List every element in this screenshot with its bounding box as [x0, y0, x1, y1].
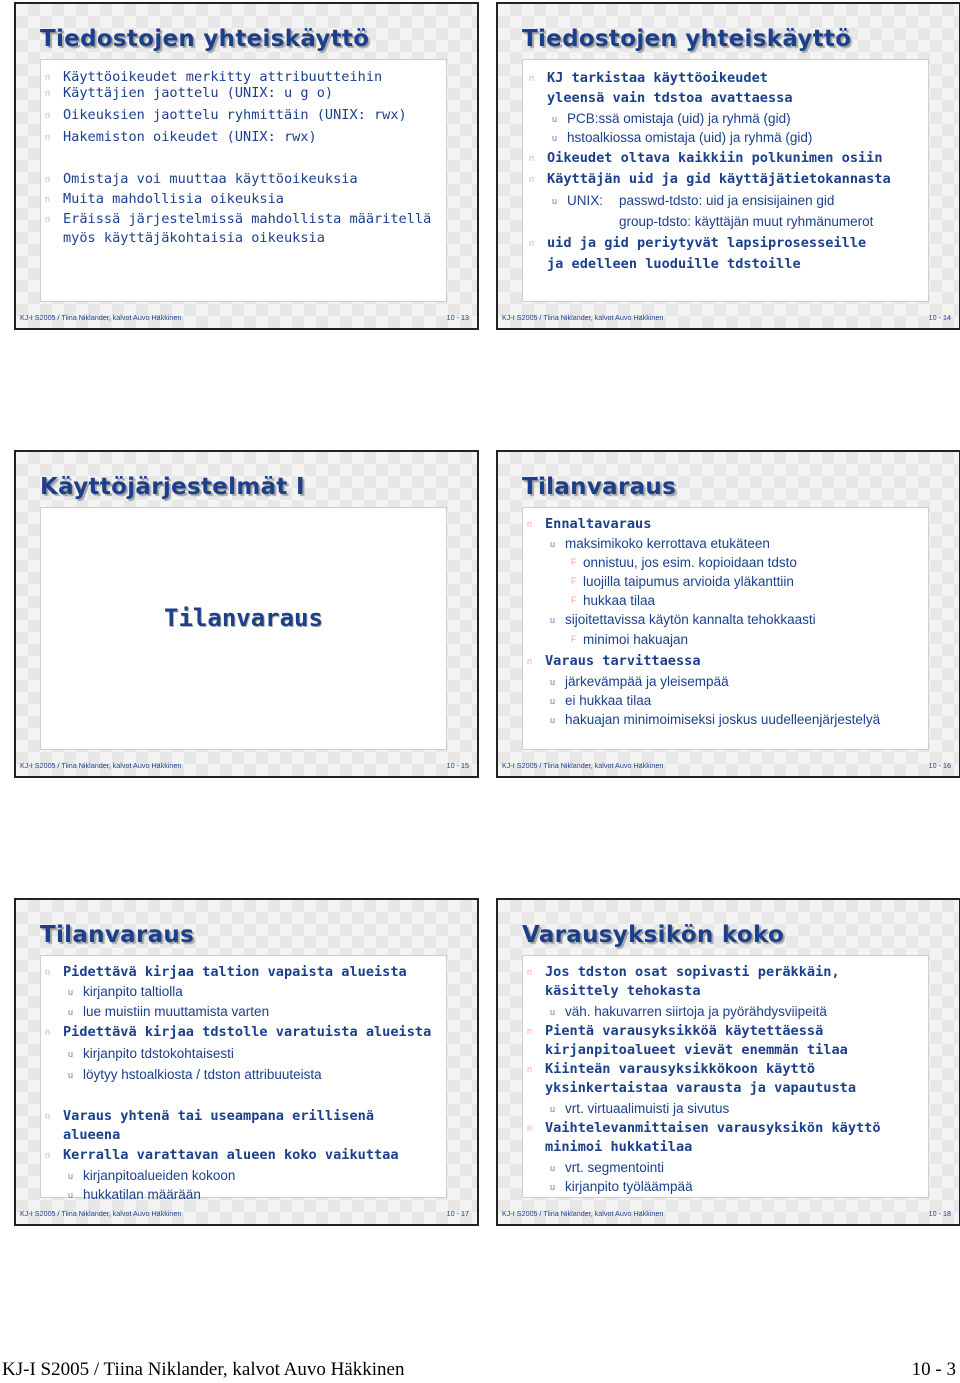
slide-number: 10 - 13 — [446, 313, 469, 322]
slide-footer-credit: KJ-I S2005 / Tiina Niklander, kalvot Auvo Häkkinen — [502, 761, 664, 770]
sub-bullet-item: u hstoalkiossa omistaja (uid) ja ryhmä (gid) — [552, 130, 813, 145]
slide-title: Tiedostojen yhteiskäyttö — [40, 26, 370, 52]
slide-content — [40, 59, 447, 302]
slide-footer-credit: KJ-I S2005 / Tiina Niklander, kalvot Auvo Häkkinen — [20, 761, 182, 770]
page-footer-credit: KJ-I S2005 / Tiina Niklander, kalvot Auvo Häkkinen — [2, 1359, 405, 1380]
slide-content — [522, 507, 929, 750]
bullet-item: n Hakemiston oikeudet (UNIX: rwx) — [45, 129, 317, 145]
sub-bullet-item: u kirjanpito tdstokohtaisesti — [68, 1046, 234, 1061]
bullet-item: n Pientä varausyksikköä käytettäessä — [527, 1023, 824, 1039]
sub-bullet-item: u kirjanpito taltiolla — [68, 984, 183, 999]
slide-content — [522, 955, 929, 1198]
bullet-item: n Vaihtelevanmittaisen varausyksikön käyttö — [527, 1120, 881, 1136]
section-title: Tilanvaraus — [164, 604, 323, 632]
sub-bullet-item: u vrt. virtuaalimuisti ja sivutus — [550, 1101, 730, 1116]
slide-15 — [14, 450, 479, 778]
slide-17 — [14, 898, 479, 1226]
slide-number: 10 - 14 — [928, 313, 951, 322]
sub-bullet-item: u järkevämpää ja yleisempää — [550, 674, 729, 689]
slide-13 — [14, 2, 479, 330]
slide-footer-credit: KJ-I S2005 / Tiina Niklander, kalvot Auvo Häkkinen — [20, 313, 182, 322]
bullet-item: n Kerralla varattavan alueen koko vaikuttaa — [45, 1147, 399, 1163]
slide-content — [522, 59, 929, 302]
sub-bullet-item: u maksimikoko kerrottava etukäteen — [550, 536, 770, 551]
bullet-item: n uid ja gid periytyvät lapsiprosesseille — [529, 235, 867, 251]
sub-sub-bullet-item: F luojilla taipumus arvioida yläkanttiin — [571, 574, 794, 589]
sub-bullet-detail: group-tdsto: käyttäjän muut ryhmänumerot — [619, 214, 874, 229]
bullet-item: n Käyttäjien jaottelu (UNIX: u g o) — [45, 85, 334, 101]
slide-footer-credit: KJ-I S2005 / Tiina Niklander, kalvot Auvo Häkkinen — [502, 1209, 664, 1218]
sub-bullet-item: u hakuajan minimoimiseksi joskus uudelleenjärjestelyä — [550, 712, 881, 727]
bullet-continuation: minimoi hukkatilaa — [545, 1139, 693, 1155]
slide-title: Tiedostojen yhteiskäyttö — [522, 26, 852, 52]
sub-bullet-item: u vrt. segmentointi — [550, 1160, 665, 1175]
bullet-item: n Muita mahdollisia oikeuksia — [45, 191, 284, 207]
slide-14 — [496, 2, 960, 330]
bullet-item: n Käyttöoikeudet merkitty attribuutteihin — [45, 69, 383, 85]
bullet-item: n Käyttäjän uid ja gid käyttäjätietokannasta — [529, 171, 891, 187]
page-number: 10 - 3 — [911, 1359, 956, 1380]
sub-bullet-item: u UNIX: — [552, 193, 604, 208]
sub-bullet-item: u kirjanpitoalueiden kokoon — [68, 1168, 236, 1183]
bullet-continuation: yleensä vain tdstoa avattaessa — [547, 90, 793, 106]
bullet-item: n Varaus yhtenä tai useampana erillisenä — [45, 1108, 374, 1124]
bullet-item: n Omistaja voi muuttaa käyttöoikeuksia — [45, 171, 358, 187]
slide-number: 10 - 16 — [928, 761, 951, 770]
bullet-continuation: käsittely tehokasta — [545, 983, 701, 999]
slide-footer-credit: KJ-I S2005 / Tiina Niklander, kalvot Auvo Häkkinen — [502, 313, 664, 322]
sub-bullet-item: u sijoitettavissa käytön kannalta tehokkaasti — [550, 612, 816, 627]
bullet-item: n Kiinteän varausyksikkökoon käyttö — [527, 1061, 816, 1077]
bullet-continuation: yksinkertaistaa varausta ja vapautusta — [545, 1080, 856, 1096]
bullet-item: n KJ tarkistaa käyttöoikeudet — [529, 70, 768, 86]
bullet-continuation: ja edelleen luoduille tdstoille — [547, 256, 801, 272]
bullet-continuation: alueena — [63, 1127, 121, 1143]
bullet-item: n Pidettävä kirjaa tdstolle varatuista alueista — [45, 1024, 432, 1040]
sub-bullet-item: u kirjanpito työläämpää — [550, 1179, 693, 1194]
bullet-item: n Oikeudet oltava kaikkiin polkunimen osiin — [529, 150, 883, 166]
sub-sub-bullet-item: F minimoi hakuajan — [571, 632, 689, 647]
bullet-item: n Oikeuksien jaottelu ryhmittäin (UNIX: rwx) — [45, 107, 407, 123]
slide-number: 10 - 18 — [928, 1209, 951, 1218]
bullet-item: n Pidettävä kirjaa taltion vapaista alueista — [45, 964, 407, 980]
slide-16 — [496, 450, 960, 778]
bullet-continuation: kirjanpitoalueet vievät enemmän tilaa — [545, 1042, 848, 1058]
sub-bullet-item: u hukkatilan määrään — [68, 1187, 201, 1202]
bullet-continuation: myös käyttäjäkohtaisia oikeuksia — [63, 230, 325, 246]
sub-bullet-item: u lue muistiin muuttamista varten — [68, 1004, 270, 1019]
sub-bullet-item: u väh. hakuvarren siirtoja ja pyörähdysviipeitä — [550, 1004, 827, 1019]
bullet-item: n Eräissä järjestelmissä mahdollista määritellä — [45, 211, 432, 227]
slide-number: 10 - 15 — [446, 761, 469, 770]
slide-title: Tilanvaraus — [522, 474, 677, 500]
sub-bullet-detail: passwd-tdsto: uid ja ensisijainen gid — [619, 193, 835, 208]
slide-18 — [496, 898, 960, 1226]
slide-title: Käyttöjärjestelmät I — [40, 474, 305, 500]
slide-content — [40, 955, 447, 1202]
slide-title: Varausyksikön koko — [522, 922, 785, 948]
sub-bullet-item: u löytyy hstoalkiosta / tdston attribuuteista — [68, 1067, 322, 1082]
sub-bullet-item: u PCB:ssä omistaja (uid) ja ryhmä (gid) — [552, 111, 791, 126]
bullet-item: n Varaus tarvittaessa — [527, 653, 701, 669]
bullet-item: n Jos tdston osat sopivasti peräkkäin, — [527, 964, 840, 980]
bullet-item: n Ennaltavaraus — [527, 516, 652, 532]
sub-bullet-item: u ei hukkaa tilaa — [550, 693, 652, 708]
sub-sub-bullet-item: F onnistuu, jos esim. kopioidaan tdsto — [571, 555, 797, 570]
sub-sub-bullet-item: F hukkaa tilaa — [571, 593, 656, 608]
slide-content — [40, 507, 447, 750]
slide-number: 10 - 17 — [446, 1209, 469, 1218]
slide-title: Tilanvaraus — [40, 922, 195, 948]
slide-footer-credit: KJ-I S2005 / Tiina Niklander, kalvot Auvo Häkkinen — [20, 1209, 182, 1218]
